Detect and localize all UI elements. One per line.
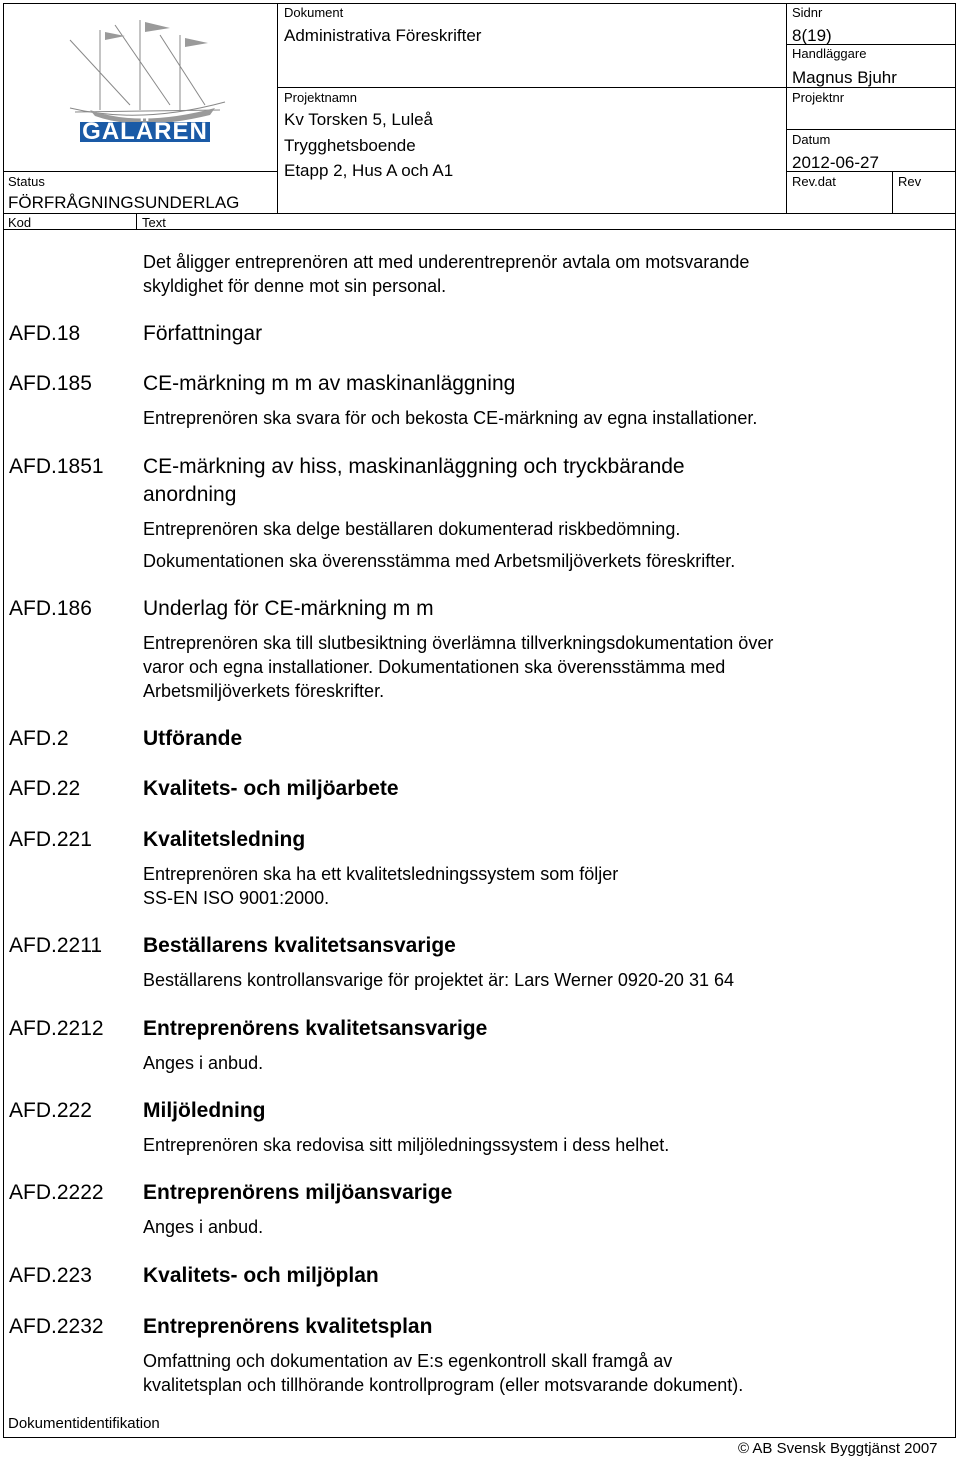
section-title: CE-märkning m m av maskinanläggning — [143, 372, 516, 395]
border-bottom — [3, 1437, 956, 1438]
copyright-icon: © — [738, 1440, 750, 1457]
section-title: Underlag för CE-märkning m m — [143, 597, 434, 620]
section-title: Miljöledning — [143, 1099, 266, 1122]
section-title-cont: anordning — [143, 483, 237, 506]
intro-line-2: skyldighet för denne mot sin personal. — [143, 276, 447, 296]
intro-line-1: Det åligger entreprenören att med underentreprenör avtala om motsvarande — [143, 252, 750, 272]
section-code: AFD.223 — [9, 1264, 92, 1287]
galaren-logo — [30, 10, 250, 160]
projektnr-label: Projektnr — [792, 90, 845, 105]
section-title: Utförande — [143, 727, 243, 750]
header-row-line — [3, 213, 956, 214]
rev-col-divider — [892, 171, 893, 213]
dokument-value: Administrativa Föreskrifter — [284, 26, 482, 45]
section-title: Entreprenörens kvalitetsansvarige — [143, 1017, 488, 1040]
sidnr-value: 8(19) — [792, 26, 832, 45]
section-text: Omfattning och dokumentation av E:s egenkontroll skall framgå av — [143, 1351, 673, 1371]
section-code: AFD.2 — [9, 727, 69, 750]
text-label: Text — [142, 215, 166, 230]
projektnamn-line-3: Etapp 2, Hus A och A1 — [284, 161, 454, 180]
section-text: SS-EN ISO 9001:2000. — [143, 888, 330, 908]
section-code: AFD.1851 — [9, 455, 104, 478]
section-code: AFD.221 — [9, 828, 92, 851]
section-title: Författningar — [143, 322, 263, 345]
revdat-label: Rev.dat — [792, 174, 836, 189]
section-code: AFD.2211 — [9, 934, 102, 957]
section-code: AFD.2212 — [9, 1017, 104, 1040]
section-text: Entreprenören ska redovisa sitt miljöledningssystem i dess helhet. — [143, 1135, 670, 1155]
projektnamn-line-1: Kv Torsken 5, Luleå — [284, 110, 433, 129]
border-right — [955, 3, 956, 1438]
header-col-divider-1 — [277, 3, 278, 213]
datum-value: 2012-06-27 — [792, 153, 879, 172]
rev-label: Rev — [898, 174, 922, 189]
handlaggare-value: Magnus Bjuhr — [792, 68, 897, 87]
kod-label: Kod — [8, 215, 32, 230]
header-col-divider-2 — [786, 3, 787, 213]
doc-id-label: Dokumentidentifikation — [8, 1415, 160, 1432]
section-title: Kvalitetsledning — [143, 828, 306, 851]
status-value: FÖRFRÅGNINGSUNDERLAG — [8, 193, 240, 212]
section-title: Entreprenörens kvalitetsplan — [143, 1315, 433, 1338]
section-code: AFD.22 — [9, 777, 81, 800]
section-code: AFD.18 — [9, 322, 81, 345]
section-title: Kvalitets- och miljöarbete — [143, 777, 399, 800]
section-code: AFD.186 — [9, 597, 92, 620]
section-text: Beställarens kontrollansvarige för projektet är: Lars Werner 0920-20 31 64 — [143, 970, 734, 990]
section-text: Entreprenören ska svara för och bekosta CE-märkning av egna installationer. — [143, 408, 758, 428]
section-text: Anges i anbud. — [143, 1053, 264, 1073]
section-text: Dokumentationen ska överensstämma med Arbetsmiljöverkets föreskrifter. — [143, 551, 736, 571]
section-text: Anges i anbud. — [143, 1217, 264, 1237]
section-code: AFD.2222 — [9, 1181, 104, 1204]
kod-text-divider — [136, 213, 137, 230]
copyright-text: AB Svensk Byggtjänst 2007 — [752, 1440, 938, 1457]
projektnamn-label: Projektnamn — [284, 90, 357, 105]
dokument-label: Dokument — [284, 5, 344, 20]
sidnr-label: Sidnr — [792, 5, 823, 20]
status-label: Status — [8, 174, 45, 189]
copyright-line — [738, 1440, 938, 1458]
section-title: Kvalitets- och miljöplan — [143, 1264, 379, 1287]
datum-label: Datum — [792, 132, 831, 147]
section-code: AFD.222 — [9, 1099, 92, 1122]
logo-text: GALÄREN — [82, 118, 208, 145]
status-divider — [3, 171, 278, 172]
section-title: Beställarens kvalitetsansvarige — [143, 934, 456, 957]
border-top — [3, 3, 956, 4]
section-text: Entreprenören ska ha ett kvalitetsledningssystem som följer — [143, 864, 619, 884]
section-code: AFD.2232 — [9, 1315, 104, 1338]
section-text: varor och egna installationer. Dokumentationen ska överensstämma med — [143, 657, 726, 677]
handlaggare-label: Handläggare — [792, 46, 867, 61]
section-code: AFD.185 — [9, 372, 92, 395]
section-text: Entreprenören ska till slutbesiktning överlämna tillverkningsdokumentation över — [143, 633, 774, 653]
section-text: Arbetsmiljöverkets föreskrifter. — [143, 681, 385, 701]
datum-divider — [786, 129, 956, 130]
section-title: CE-märkning av hiss, maskinanläggning och tryckbärande — [143, 455, 685, 478]
section-title: Entreprenörens miljöansvarige — [143, 1181, 453, 1204]
projektnamn-line-2: Trygghetsboende — [284, 136, 416, 155]
section-text: Entreprenören ska delge beställaren dokumenterad riskbedömning. — [143, 519, 681, 539]
projekt-divider — [277, 87, 787, 88]
section-text: kvalitetsplan och tillhörande kontrollprogram (eller motsvarande dokument). — [143, 1375, 744, 1395]
border-left — [3, 3, 4, 1438]
